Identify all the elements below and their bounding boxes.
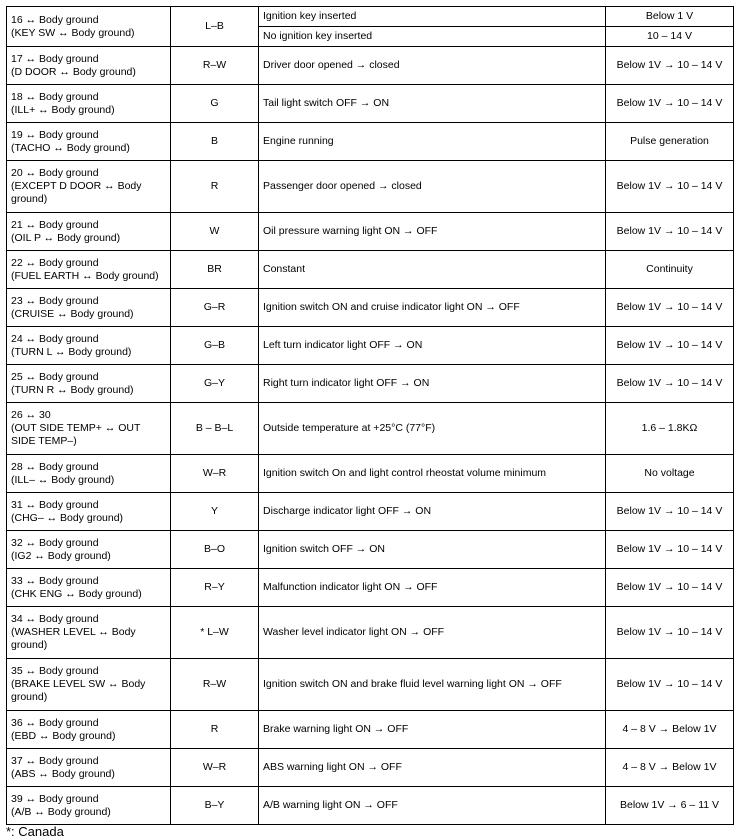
condition-cell: Driver door opened → closed <box>259 47 606 85</box>
table-body <box>7 7 734 825</box>
condition-cell: Tail light switch OFF → ON <box>259 85 606 123</box>
condition-cell: Oil pressure warning light ON → OFF <box>259 213 606 251</box>
wiring-color-cell: L–B <box>171 7 259 47</box>
terminal-inspection-table <box>6 6 734 825</box>
condition-cell: No ignition key inserted <box>259 27 606 47</box>
specified-condition-cell: Below 1V → 10 – 14 V <box>606 289 734 327</box>
wiring-color-cell: R–Y <box>171 569 259 607</box>
terminal-cell: 26 ↔ 30 (OUT SIDE TEMP+ ↔ OUT SIDE TEMP–) <box>7 403 171 455</box>
terminal-cell: 34 ↔ Body ground (WASHER LEVEL ↔ Body ground) <box>7 607 171 659</box>
terminal-cell: 37 ↔ Body ground (ABS ↔ Body ground) <box>7 749 171 787</box>
wiring-color-cell: G–R <box>171 289 259 327</box>
table-row <box>7 569 734 607</box>
specified-condition-cell: 4 – 8 V → Below 1V <box>606 749 734 787</box>
terminal-cell: 22 ↔ Body ground (FUEL EARTH ↔ Body ground) <box>7 251 171 289</box>
terminal-cell: 18 ↔ Body ground (ILL+ ↔ Body ground) <box>7 85 171 123</box>
specified-condition-cell: Below 1V → 10 – 14 V <box>606 569 734 607</box>
table-row <box>7 289 734 327</box>
condition-cell: Constant <box>259 251 606 289</box>
specified-condition-cell: Continuity <box>606 251 734 289</box>
terminal-cell: 36 ↔ Body ground (EBD ↔ Body ground) <box>7 711 171 749</box>
wiring-color-cell: Y <box>171 493 259 531</box>
specified-condition-cell: Below 1V → 10 – 14 V <box>606 365 734 403</box>
wiring-color-cell: R <box>171 161 259 213</box>
condition-cell: Washer level indicator light ON → OFF <box>259 607 606 659</box>
table-row <box>7 493 734 531</box>
wiring-color-cell: R–W <box>171 659 259 711</box>
terminal-cell: 24 ↔ Body ground (TURN L ↔ Body ground) <box>7 327 171 365</box>
specified-condition-cell: Below 1V → 6 – 11 V <box>606 787 734 825</box>
table-row <box>7 787 734 825</box>
specified-condition-cell: Below 1 V <box>606 7 734 27</box>
condition-cell: Engine running <box>259 123 606 161</box>
condition-cell: Malfunction indicator light ON → OFF <box>259 569 606 607</box>
condition-cell: Outside temperature at +25°C (77°F) <box>259 403 606 455</box>
wiring-color-cell: W–R <box>171 455 259 493</box>
table-row <box>7 365 734 403</box>
specified-condition-cell: Below 1V → 10 – 14 V <box>606 493 734 531</box>
wiring-color-cell: W <box>171 213 259 251</box>
condition-cell: Passenger door opened → closed <box>259 161 606 213</box>
condition-cell: Ignition switch ON and brake fluid level warning light ON → OFF <box>259 659 606 711</box>
specified-condition-cell: Below 1V → 10 – 14 V <box>606 213 734 251</box>
specified-condition-cell: Below 1V → 10 – 14 V <box>606 161 734 213</box>
table-row <box>7 659 734 711</box>
terminal-cell: 33 ↔ Body ground (CHK ENG ↔ Body ground) <box>7 569 171 607</box>
table-row <box>7 711 734 749</box>
table-row <box>7 47 734 85</box>
terminal-cell: 35 ↔ Body ground (BRAKE LEVEL SW ↔ Body ground) <box>7 659 171 711</box>
terminal-cell: 16 ↔ Body ground (KEY SW ↔ Body ground) <box>7 7 171 47</box>
specified-condition-cell: Below 1V → 10 – 14 V <box>606 85 734 123</box>
specified-condition-cell: 10 – 14 V <box>606 27 734 47</box>
condition-cell: Ignition switch On and light control rheostat volume minimum <box>259 455 606 493</box>
condition-cell: Ignition switch ON and cruise indicator light ON → OFF <box>259 289 606 327</box>
terminal-cell: 23 ↔ Body ground (CRUISE ↔ Body ground) <box>7 289 171 327</box>
table-row <box>7 161 734 213</box>
wiring-color-cell: R <box>171 711 259 749</box>
wiring-color-cell: R–W <box>171 47 259 85</box>
wiring-color-cell: BR <box>171 251 259 289</box>
terminal-cell: 17 ↔ Body ground (D DOOR ↔ Body ground) <box>7 47 171 85</box>
terminal-cell: 31 ↔ Body ground (CHG– ↔ Body ground) <box>7 493 171 531</box>
table-row <box>7 85 734 123</box>
terminal-cell: 21 ↔ Body ground (OIL P ↔ Body ground) <box>7 213 171 251</box>
footnote: *: Canada <box>6 824 64 839</box>
wiring-color-cell: G–B <box>171 327 259 365</box>
wiring-color-cell: G–Y <box>171 365 259 403</box>
condition-cell: Right turn indicator light OFF → ON <box>259 365 606 403</box>
wiring-color-cell: B – B–L <box>171 403 259 455</box>
specified-condition-cell: Below 1V → 10 – 14 V <box>606 659 734 711</box>
specified-condition-cell: Pulse generation <box>606 123 734 161</box>
table-row <box>7 123 734 161</box>
table-row <box>7 607 734 659</box>
wiring-color-cell: B–Y <box>171 787 259 825</box>
terminal-cell: 32 ↔ Body ground (IG2 ↔ Body ground) <box>7 531 171 569</box>
specified-condition-cell: 4 – 8 V → Below 1V <box>606 711 734 749</box>
specified-condition-cell: No voltage <box>606 455 734 493</box>
specified-condition-cell: Below 1V → 10 – 14 V <box>606 607 734 659</box>
condition-cell: ABS warning light ON → OFF <box>259 749 606 787</box>
terminal-cell: 19 ↔ Body ground (TACHO ↔ Body ground) <box>7 123 171 161</box>
condition-cell: A/B warning light ON → OFF <box>259 787 606 825</box>
wiring-color-cell: G <box>171 85 259 123</box>
wiring-color-cell: B–O <box>171 531 259 569</box>
terminal-cell: 39 ↔ Body ground (A/B ↔ Body ground) <box>7 787 171 825</box>
table-row <box>7 403 734 455</box>
condition-cell: Brake warning light ON → OFF <box>259 711 606 749</box>
condition-cell: Discharge indicator light OFF → ON <box>259 493 606 531</box>
specified-condition-cell: Below 1V → 10 – 14 V <box>606 531 734 569</box>
condition-cell: Ignition switch OFF → ON <box>259 531 606 569</box>
table-row <box>7 531 734 569</box>
table-row <box>7 251 734 289</box>
terminal-cell: 25 ↔ Body ground (TURN R ↔ Body ground) <box>7 365 171 403</box>
wiring-color-cell: W–R <box>171 749 259 787</box>
specified-condition-cell: Below 1V → 10 – 14 V <box>606 327 734 365</box>
wiring-color-cell: * L–W <box>171 607 259 659</box>
table-row <box>7 213 734 251</box>
table-row <box>7 749 734 787</box>
condition-cell: Left turn indicator light OFF → ON <box>259 327 606 365</box>
table-row <box>7 327 734 365</box>
terminal-cell: 20 ↔ Body ground (EXCEPT D DOOR ↔ Body ground) <box>7 161 171 213</box>
table-row <box>7 7 734 27</box>
wiring-color-cell: B <box>171 123 259 161</box>
table-row <box>7 455 734 493</box>
condition-cell: Ignition key inserted <box>259 7 606 27</box>
specified-condition-cell: Below 1V → 10 – 14 V <box>606 47 734 85</box>
specified-condition-cell: 1.6 – 1.8KΩ <box>606 403 734 455</box>
terminal-cell: 28 ↔ Body ground (ILL– ↔ Body ground) <box>7 455 171 493</box>
